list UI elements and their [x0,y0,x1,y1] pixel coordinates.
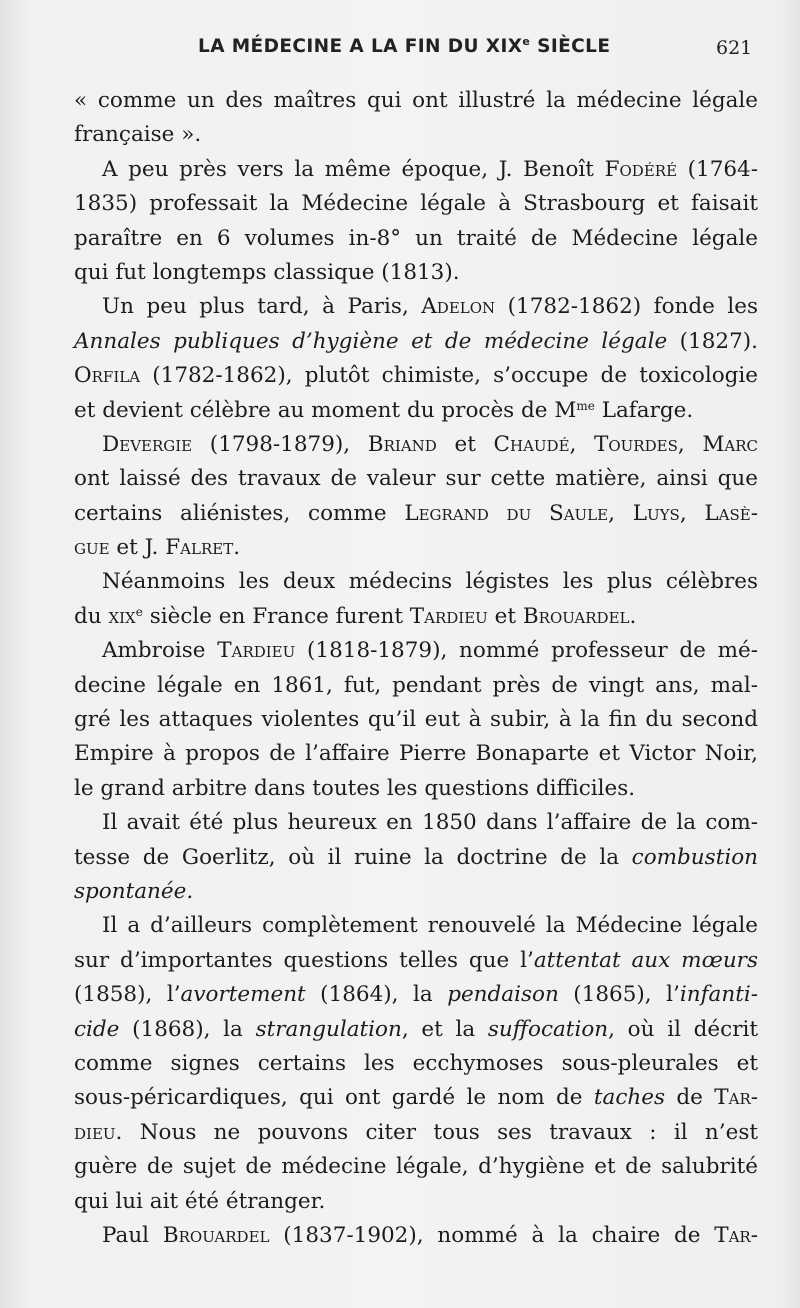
text-line [74,118,758,152]
text-span: decine légale en 1861, fut, pendant près de vingt ans, mal- [74,672,758,698]
text-line [74,669,758,703]
text-span: 1835) professait la Médecine légale à Strasbourg et faisait [74,191,758,217]
text-span: , [608,500,633,526]
text-span: pendaison [447,982,559,1008]
text-span: Néanmoins les deux médecins légistes les plus célèbres [102,569,758,595]
text-span: qui lui ait été étranger. [74,1188,326,1214]
text-span: . Nous ne pouvons citer tous ses travaux : il n’est [115,1119,758,1145]
text-span: ont laissé des travaux de valeur sur cette matière, ainsi que [74,466,758,492]
text-span: (1764- [677,156,759,182]
text-line [74,1013,758,1047]
text-span: Lafarge. [594,397,694,423]
text-line [74,737,758,771]
text-line [74,841,758,875]
text-span: sous-péricardiques, qui ont gardé le nom de [74,1085,594,1111]
text-line [74,325,758,359]
body-text [74,84,758,1253]
text-span: guère de sujet de médecine légale, d’hygiène et de salubrité [74,1154,758,1180]
text-span: Luys [632,500,680,526]
text-line [74,1150,758,1184]
text-span: Chaudé [493,431,570,457]
text-span: sur d’importantes questions telles que l’ [74,947,534,973]
text-line [74,703,758,737]
text-span: (1858), l’ [74,982,181,1008]
text-span: strangulation [255,1016,402,1042]
text-span: Adelon [421,294,496,320]
text-span: comme signes certains les ecchymoses sous-pleurales et [74,1050,758,1076]
text-line [74,290,758,324]
text-line [74,428,758,462]
text-span: Lasè- [704,500,759,526]
text-span: , [569,431,595,457]
text-span: Devergie [102,431,193,457]
text-span: (1868), la [119,1016,256,1042]
text-span: et [436,431,494,457]
text-span: de [665,1085,715,1111]
text-span: (1865), l’ [558,982,680,1008]
text-line [74,359,758,393]
text-span: paraître en 6 volumes in-8° un traité de Médecine légale [74,225,758,251]
text-span: Brouardel [162,1222,270,1248]
text-line [74,944,758,978]
text-span: Empire à propos de l’affaire Pierre Bonaparte et Victor Noir, [74,741,758,767]
text-span: Tardieu [409,603,488,629]
text-line [74,497,758,531]
text-span: (1782-1862), plutôt chimiste, s’occupe de toxicologie [140,363,758,389]
text-span: (1818-1879), nommé professeur de mé- [295,638,758,664]
text-span: (1827). [667,328,758,354]
text-span: Tardieu [217,638,296,664]
text-span: et J. [109,535,166,561]
text-span: . [233,535,241,561]
text-span: certains aliénistes, comme [74,500,405,526]
text-span: me [576,398,595,413]
text-span: gré les attaques violentes qu’il eut à subir, à la fin du second [74,707,758,733]
text-span: gue [74,535,110,561]
text-span: Paul [102,1222,163,1248]
text-span: Fodéré [604,156,678,182]
text-line [74,909,758,943]
text-span: A peu près vers la même époque, J. Benoît [102,156,605,182]
text-line [74,1185,758,1219]
text-span: et devient célèbre au moment du procès de M [74,397,577,423]
text-span: Orfila [74,363,141,389]
text-line [74,256,758,290]
text-span: (1837-1902), nommé à la chaire de [269,1222,715,1248]
text-span: attentat aux mœurs [533,947,758,973]
text-span: Falret [165,535,234,561]
text-span: . [629,603,637,629]
text-line [74,600,758,634]
text-line [74,1219,758,1253]
text-span: tesse de Goerlitz, où il ruine la doctrine de la [74,844,632,870]
text-span: (1782-1862) fonde les [495,294,758,320]
text-span: cide [74,1016,120,1042]
text-line [74,565,758,599]
text-span: xix [108,603,136,629]
text-line [74,1047,758,1081]
text-span: du [74,603,109,629]
text-span: avortement [180,982,306,1008]
text-span: Brouardel [522,603,630,629]
text-span: combustion [631,844,758,870]
text-line [74,634,758,668]
text-span: le grand arbitre dans toutes les questions difficiles. [74,775,636,801]
text-span: siècle en France furent [142,603,410,629]
text-line [74,978,758,1012]
text-span: suffocation [487,1016,609,1042]
text-line [74,394,758,428]
text-span: Un peu plus tard, à Paris, [102,294,422,320]
text-span: Tar- [714,1222,758,1248]
text-span: (1798-1879), [192,431,368,457]
text-span: infanti- [679,982,758,1008]
text-span: Il a d’ailleurs complètement renouvelé la Médecine légale [102,913,758,939]
text-span: , [677,431,703,457]
text-span: Briand [367,431,437,457]
text-line [74,875,758,909]
text-line [74,1081,758,1115]
text-span: spontanée. [74,878,194,904]
text-line [74,153,758,187]
text-span: , [679,500,705,526]
page-header [0,36,800,66]
text-span: Tar- [714,1085,759,1111]
text-span: e [135,604,143,619]
text-span: Il avait été plus heureux en 1850 dans l’affaire de la com- [102,810,758,836]
text-span: , où il décrit [608,1016,758,1042]
text-line [74,222,758,256]
text-line [74,531,758,565]
text-span: taches [593,1085,666,1111]
running-title: LA MÉDECINE A LA FIN DU XIXe SIÈCLE [198,35,611,57]
text-line [74,187,758,221]
text-span: et [487,603,523,629]
text-span: « comme un des maîtres qui ont illustré la médecine légale [74,88,758,113]
text-span: , et la [401,1016,488,1042]
text-span: française ». [74,122,202,148]
text-span: qui fut longtemps classique (1813). [74,259,460,285]
text-line [74,462,758,496]
text-span: (1864), la [305,982,448,1008]
text-span: Ambroise [102,638,218,664]
text-span: Tourdes [594,431,678,457]
text-line [74,1116,758,1150]
text-span: Annales publiques d’hygiène et de médecine légale [74,328,668,354]
text-span: Marc [702,431,758,457]
page-number: 621 [716,37,753,59]
text-line [74,84,758,118]
text-line [74,806,758,840]
text-span: Legrand du Saule [404,500,609,526]
text-line [74,772,758,806]
text-span: dieu [74,1119,116,1145]
